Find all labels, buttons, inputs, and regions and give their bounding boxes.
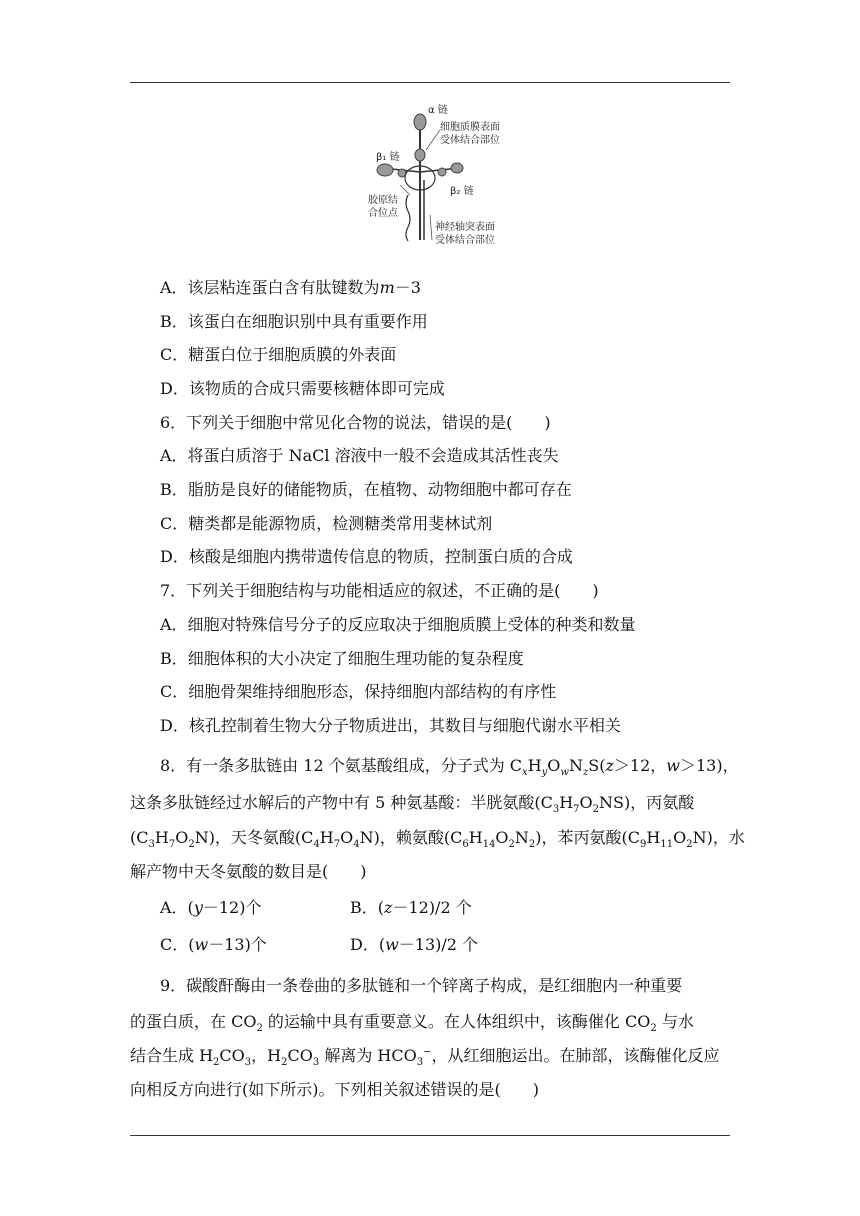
label-beta2: β₂ 链 bbox=[450, 186, 474, 197]
q8-line3-c: N)，赖氨酸(C bbox=[359, 828, 463, 847]
q8-sub-x: x bbox=[522, 767, 528, 779]
q8-line1-c: ＞12， bbox=[613, 756, 667, 775]
q5-option-d: D．该物质的合成只需要核糖体即可完成 bbox=[160, 379, 445, 398]
q9-p2-c: 与水 bbox=[656, 1012, 694, 1031]
q8-line2-tail: NS)，丙氨酸 bbox=[599, 793, 695, 812]
q8-opt-b-post: －12)/2 个 bbox=[392, 898, 472, 917]
q8-option-a bbox=[160, 898, 261, 918]
q7-option-a: A．细胞对特殊信号分子的反应取决于细胞质膜上受体的种类和数量 bbox=[160, 615, 636, 634]
beta2-node bbox=[438, 168, 446, 176]
q8-opt-a-post: －12)个 bbox=[202, 898, 262, 917]
q6-option-d: D．核酸是细胞内携带遗传信息的物质，控制蛋白质的合成 bbox=[160, 547, 573, 566]
q8-opt-c-var: w bbox=[194, 935, 209, 954]
q5-option-a-tail: －3 bbox=[394, 278, 421, 297]
label-axon-2: 受体结合部位 bbox=[435, 235, 495, 246]
q6-option-b: B．脂肪是良好的储能物质，在植物、动物细胞中都可存在 bbox=[160, 480, 572, 499]
q8-line3-e: N)，水 bbox=[692, 828, 745, 847]
label-axon-1: 神经轴突表面 bbox=[435, 222, 495, 233]
q5-option-a-text: A．该层粘连蛋白含有肽键数为 bbox=[160, 278, 380, 297]
q8-opt-a-var: y bbox=[193, 898, 203, 917]
q9-p2-b: 的运输中具有重要意义。在人体组织中，该酶催化 CO bbox=[262, 1012, 651, 1031]
q9-line-4: 向相反方向进行(如下所示)。下列相关叙述错误的是( ) bbox=[130, 1080, 539, 1099]
q5-option-a bbox=[160, 278, 421, 298]
pointer-axon bbox=[430, 215, 432, 240]
q8-option-d bbox=[350, 935, 478, 955]
q6-option-c: C．糖类都是能源物质，检测糖类常用斐林试剂 bbox=[160, 514, 493, 533]
q5-option-a-var: m bbox=[379, 278, 395, 297]
label-beta1: β₁ 链 bbox=[376, 152, 400, 163]
q8-opt-c-pre: C．( bbox=[160, 935, 195, 954]
q8-opt-a-pre: A．( bbox=[160, 898, 194, 917]
q8-line-3: $(C_3H_7O_2N)$，天冬氨酸$(C_4H_7O_4N)$，赖氨酸$(C_6H_{14}O_2N_2)$，苯丙氨酸$(C_9H_{11}O_2N)$，水 bbox=[130, 828, 745, 851]
q6-stem: 6．下列关于细胞中常见化合物的说法，错误的是( ) bbox=[160, 413, 551, 432]
laminin-diagram bbox=[360, 100, 530, 260]
q9-line-1: 9．碳酸酐酶由一条卷曲的多肽链和一个锌离子构成，是红细胞内一种重要 bbox=[160, 976, 683, 995]
q8-sub-y: y bbox=[541, 767, 548, 779]
q8-line1-b: S( bbox=[588, 756, 606, 775]
beta2-head bbox=[451, 163, 463, 173]
q5-option-c: C．糖蛋白位于细胞质膜的外表面 bbox=[160, 345, 397, 364]
q9-p3-e: 解离为 HCO bbox=[319, 1046, 417, 1065]
q8-line3-a: (C bbox=[130, 828, 149, 847]
q8-line3-d: )，苯丙氨酸(C bbox=[535, 828, 641, 847]
q8-opt-d-var: w bbox=[385, 935, 399, 954]
q7-option-d: D．核孔控制着生物大分子物质进出，其数目与细胞代谢水平相关 bbox=[160, 716, 621, 735]
q8-line-4: 解产物中天冬氨酸的数目是( ) bbox=[130, 862, 367, 881]
label-collagen-2: 合位点 bbox=[368, 208, 398, 219]
pointer-membrane bbox=[426, 130, 440, 150]
q6-option-a: A．将蛋白质溶于 NaCl 溶液中一般不会造成其活性丧失 bbox=[160, 446, 559, 465]
q7-stem: 7．下列关于细胞结构与功能相适应的叙述，不正确的是( ) bbox=[160, 581, 599, 600]
label-membrane-2: 受体结合部位 bbox=[440, 135, 500, 146]
laminin-svg bbox=[360, 100, 530, 260]
q8-opt-d-post: －13)/2 个 bbox=[398, 935, 479, 954]
header-rule bbox=[130, 82, 730, 83]
q8-option-b bbox=[350, 898, 472, 918]
collagen-tail bbox=[406, 195, 410, 241]
q7-option-c: C．细胞骨架维持细胞形态，保持细胞内部结构的有序性 bbox=[160, 682, 557, 701]
q9-p3-a: 结合生成 H bbox=[130, 1046, 214, 1065]
q8-opt-b-pre: B．( bbox=[350, 898, 385, 917]
q8-sub-w: w bbox=[560, 767, 569, 779]
q8-opt-b-var: z bbox=[384, 898, 393, 917]
q9-p3-f: ，从红细胞运出。在肺部，该酶催化反应 bbox=[431, 1046, 720, 1065]
q8-var-w: w bbox=[666, 756, 680, 775]
q8-line-2: 这条多肽链经过水解后的产物中有 5 种氨基酸：半胱氨酸$(C_3H_7O_2NS)$，丙氨酸 bbox=[130, 793, 695, 816]
label-membrane-1: 细胞质膜表面 bbox=[440, 122, 500, 133]
q7-option-b: B．细胞体积的大小决定了细胞生理功能的复杂程度 bbox=[160, 649, 524, 668]
q8-line1-n: N bbox=[568, 756, 583, 775]
alpha-node-1 bbox=[415, 149, 425, 161]
q8-line1-a: 8．有一条多肽链由 12 个氨基酸组成，分子式为 C bbox=[160, 756, 523, 775]
q5-option-b: B．该蛋白在细胞识别中具有重要作用 bbox=[160, 312, 428, 331]
q8-opt-c-post: －13)个 bbox=[208, 935, 267, 954]
q8-line1-d: ＞13)， bbox=[679, 756, 739, 775]
beta1-head bbox=[377, 164, 393, 176]
label-collagen-1: 胶原结 bbox=[368, 195, 398, 206]
q8-line3-b: N)，天冬氨酸(C bbox=[194, 828, 314, 847]
alpha-head bbox=[414, 114, 426, 130]
q8-sub-z: z bbox=[582, 767, 589, 779]
q9-line-3: 结合生成 $H_2CO_3$，$H_2CO_3$ 解离为 $HCO_3^-$，从红细胞运出。在肺部，该酶催化反应 bbox=[130, 1046, 720, 1069]
footer-rule bbox=[130, 1135, 730, 1136]
q9-line-2: 的蛋白质，在 $CO_2$ 的运输中具有重要意义。在人体组织中，该酶催化 $CO_2$ 与水 bbox=[130, 1012, 694, 1035]
q8-line2-text: 这条多肽链经过水解后的产物中有 5 种氨基酸：半胱氨酸(C bbox=[130, 793, 553, 812]
q9-p3-d: CO bbox=[287, 1046, 313, 1065]
q9-p3-c: ，H bbox=[251, 1046, 282, 1065]
q9-p2-a: 的蛋白质，在 CO bbox=[130, 1012, 257, 1031]
q8-var-z: z bbox=[605, 756, 614, 775]
q8-line-1: 8．有一条多肽链由 12 个氨基酸组成，分子式为 $C_xH_yO_wN_zS(z>12$，w＞13)， bbox=[160, 756, 739, 779]
q9-p3-b: CO bbox=[219, 1046, 245, 1065]
q8-opt-d-pre: D．( bbox=[350, 935, 386, 954]
label-alpha-chain: α 链 bbox=[428, 105, 448, 116]
q8-option-c bbox=[160, 935, 267, 955]
